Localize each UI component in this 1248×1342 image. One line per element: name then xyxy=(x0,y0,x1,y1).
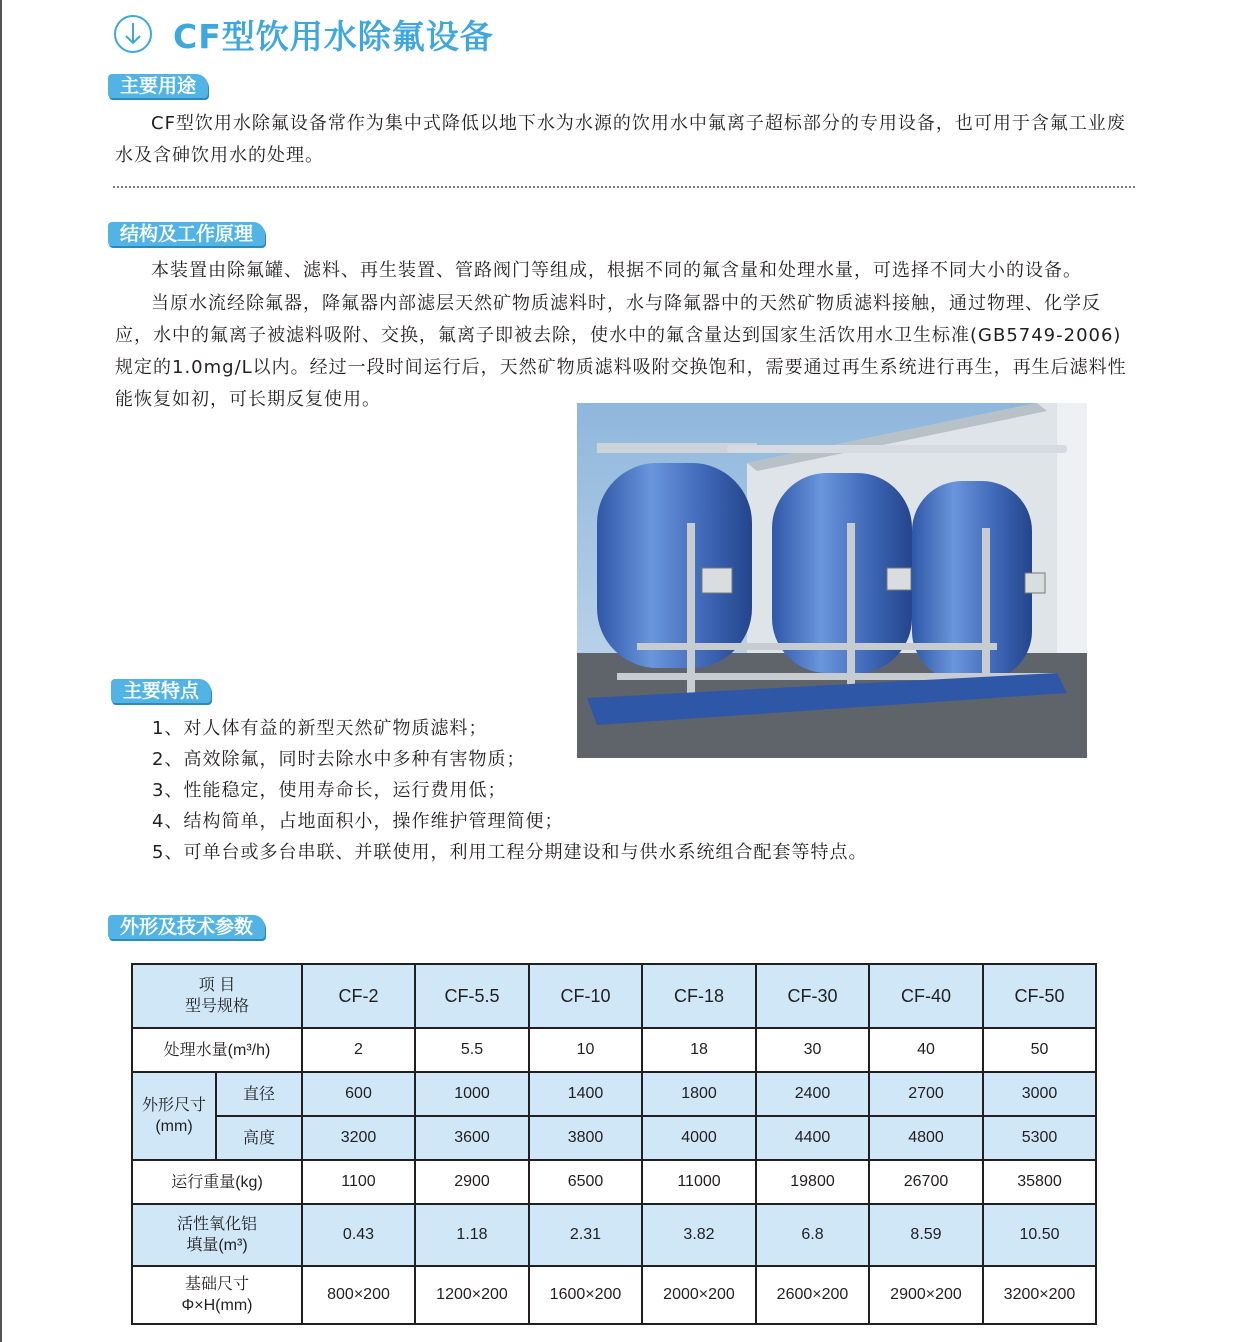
model-header: CF-40 xyxy=(869,964,983,1028)
table-header-row xyxy=(132,964,1096,1028)
row-label-unit: Φ×H(mm) xyxy=(181,1297,253,1314)
table-cell: 5300 xyxy=(983,1116,1096,1160)
table-cell: 1000 xyxy=(415,1072,529,1116)
table-cell: 2600×200 xyxy=(756,1266,869,1324)
table-cell: 2900×200 xyxy=(869,1266,983,1324)
feature-item: 5、可单台或多台串联、并联使用，利用工程分期建设和与供水系统组合配套等特点。 xyxy=(152,842,868,863)
table-cell: 2000×200 xyxy=(642,1266,756,1324)
table-cell: 4400 xyxy=(756,1116,869,1160)
section-label-specs: 外形及技术参数 xyxy=(108,915,265,939)
table-row-weight xyxy=(132,1160,1096,1204)
table-cell: 1400 xyxy=(529,1072,642,1116)
table-cell: 1200×200 xyxy=(415,1266,529,1324)
table-cell: 3000 xyxy=(983,1072,1096,1116)
table-cell: 600 xyxy=(302,1072,415,1116)
table-cell: 2 xyxy=(302,1028,415,1072)
structure-paragraph-1: 本装置由除氟罐、滤料、再生装置、管路阀门等组成，根据不同的氟含量和处理水量，可选择不同大小的设备。 xyxy=(151,260,1082,281)
row-label-cell xyxy=(132,1204,302,1266)
down-arrow-circle-icon xyxy=(113,14,153,54)
table-row-height xyxy=(132,1116,1096,1160)
table-cell: 800×200 xyxy=(302,1266,415,1324)
table-cell: 1100 xyxy=(302,1160,415,1204)
row-label: 直径 xyxy=(216,1072,302,1116)
table-cell: 6.8 xyxy=(756,1204,869,1266)
table-cell: 0.43 xyxy=(302,1204,415,1266)
table-cell: 10.50 xyxy=(983,1204,1096,1266)
section-label-usage: 主要用途 xyxy=(108,74,208,98)
row-label: 运行重量(kg) xyxy=(132,1160,302,1204)
feature-item: 2、高效除氟，同时去除水中多种有害物质； xyxy=(152,749,526,770)
feature-item: 3、性能稳定，使用寿命长，运行费用低； xyxy=(152,780,507,801)
header-item-label: 项 目 xyxy=(198,977,236,994)
table-row-foundation xyxy=(132,1266,1096,1324)
table-cell: 50 xyxy=(983,1028,1096,1072)
spec-table xyxy=(131,963,1097,1325)
header-corner-cell xyxy=(132,964,302,1028)
table-cell: 11000 xyxy=(642,1160,756,1204)
feature-item: 1、对人体有益的新型天然矿物质滤料； xyxy=(152,718,488,739)
table-cell: 3.82 xyxy=(642,1204,756,1266)
model-header: CF-5.5 xyxy=(415,964,529,1028)
usage-paragraph: CF型饮用水除氟设备常作为集中式降低以地下水为水源的饮用水中氟离子超标部分的专用设备，也可用于含氟工业废水及含砷饮用水的处理。 xyxy=(115,113,1126,166)
section-label-features: 主要特点 xyxy=(111,679,211,703)
equipment-photo xyxy=(577,403,1087,758)
row-label-cell xyxy=(132,1266,302,1324)
table-cell: 30 xyxy=(756,1028,869,1072)
row-label: 处理水量(m³/h) xyxy=(132,1028,302,1072)
table-cell: 3800 xyxy=(529,1116,642,1160)
table-cell: 3200×200 xyxy=(983,1266,1096,1324)
table-cell: 6500 xyxy=(529,1160,642,1204)
model-header: CF-18 xyxy=(642,964,756,1028)
table-cell: 1600×200 xyxy=(529,1266,642,1324)
row-label: 基础尺寸 xyxy=(184,1276,249,1293)
table-cell: 19800 xyxy=(756,1160,869,1204)
table-row-alumina xyxy=(132,1204,1096,1266)
table-cell: 10 xyxy=(529,1028,642,1072)
table-cell: 3600 xyxy=(415,1116,529,1160)
table-cell: 35800 xyxy=(983,1160,1096,1204)
row-label: 高度 xyxy=(216,1116,302,1160)
dimension-unit: (mm) xyxy=(155,1118,193,1135)
table-cell: 3200 xyxy=(302,1116,415,1160)
features-list xyxy=(152,713,867,868)
feature-item: 4、结构简单，占地面积小，操作维护管理简便； xyxy=(152,811,564,832)
table-cell: 40 xyxy=(869,1028,983,1072)
row-label: 活性氧化铝 xyxy=(176,1216,257,1233)
model-header: CF-30 xyxy=(756,964,869,1028)
table-cell: 2700 xyxy=(869,1072,983,1116)
table-cell: 8.59 xyxy=(869,1204,983,1266)
table-cell: 2.31 xyxy=(529,1204,642,1266)
structure-paragraph-2: 当原水流经除氟器，降氟器内部滤层天然矿物质滤料时，水与降氟器中的天然矿物质滤料接触，通过物理、化学反应，水中的氟离子被滤料吸附、交换，氟离子即被去除，使水中的氟含量达到国家生活饮用水卫生标准(GB5749-2006)规定的1.0mg/L以内。经过一段时间运行后，天然矿物质滤料吸附交换饱和，需要通过再生系统进行再生，再生后滤料性能恢复如初，可长期反复使用。 xyxy=(115,293,1127,410)
model-header: CF-50 xyxy=(983,964,1096,1028)
dotted-divider xyxy=(113,186,1135,188)
page-title: CF型饮用水除氟设备 xyxy=(173,16,494,56)
table-cell: 1800 xyxy=(642,1072,756,1116)
section-label-structure: 结构及工作原理 xyxy=(108,222,265,246)
table-cell: 4800 xyxy=(869,1116,983,1160)
table-cell: 4000 xyxy=(642,1116,756,1160)
dimension-label: 外形尺寸 xyxy=(141,1097,206,1114)
model-header: CF-2 xyxy=(302,964,415,1028)
row-label-unit: 填量(m³) xyxy=(186,1237,248,1254)
table-cell: 26700 xyxy=(869,1160,983,1204)
page-left-border xyxy=(0,0,2,1342)
dimension-label-cell xyxy=(132,1072,216,1160)
table-cell: 5.5 xyxy=(415,1028,529,1072)
table-cell: 18 xyxy=(642,1028,756,1072)
table-cell: 2900 xyxy=(415,1160,529,1204)
header-model-label: 型号规格 xyxy=(184,998,249,1015)
table-row-flow xyxy=(132,1028,1096,1072)
table-cell: 1.18 xyxy=(415,1204,529,1266)
table-cell: 2400 xyxy=(756,1072,869,1116)
title-row xyxy=(113,12,494,56)
table-row-diameter xyxy=(132,1072,1096,1116)
model-header: CF-10 xyxy=(529,964,642,1028)
